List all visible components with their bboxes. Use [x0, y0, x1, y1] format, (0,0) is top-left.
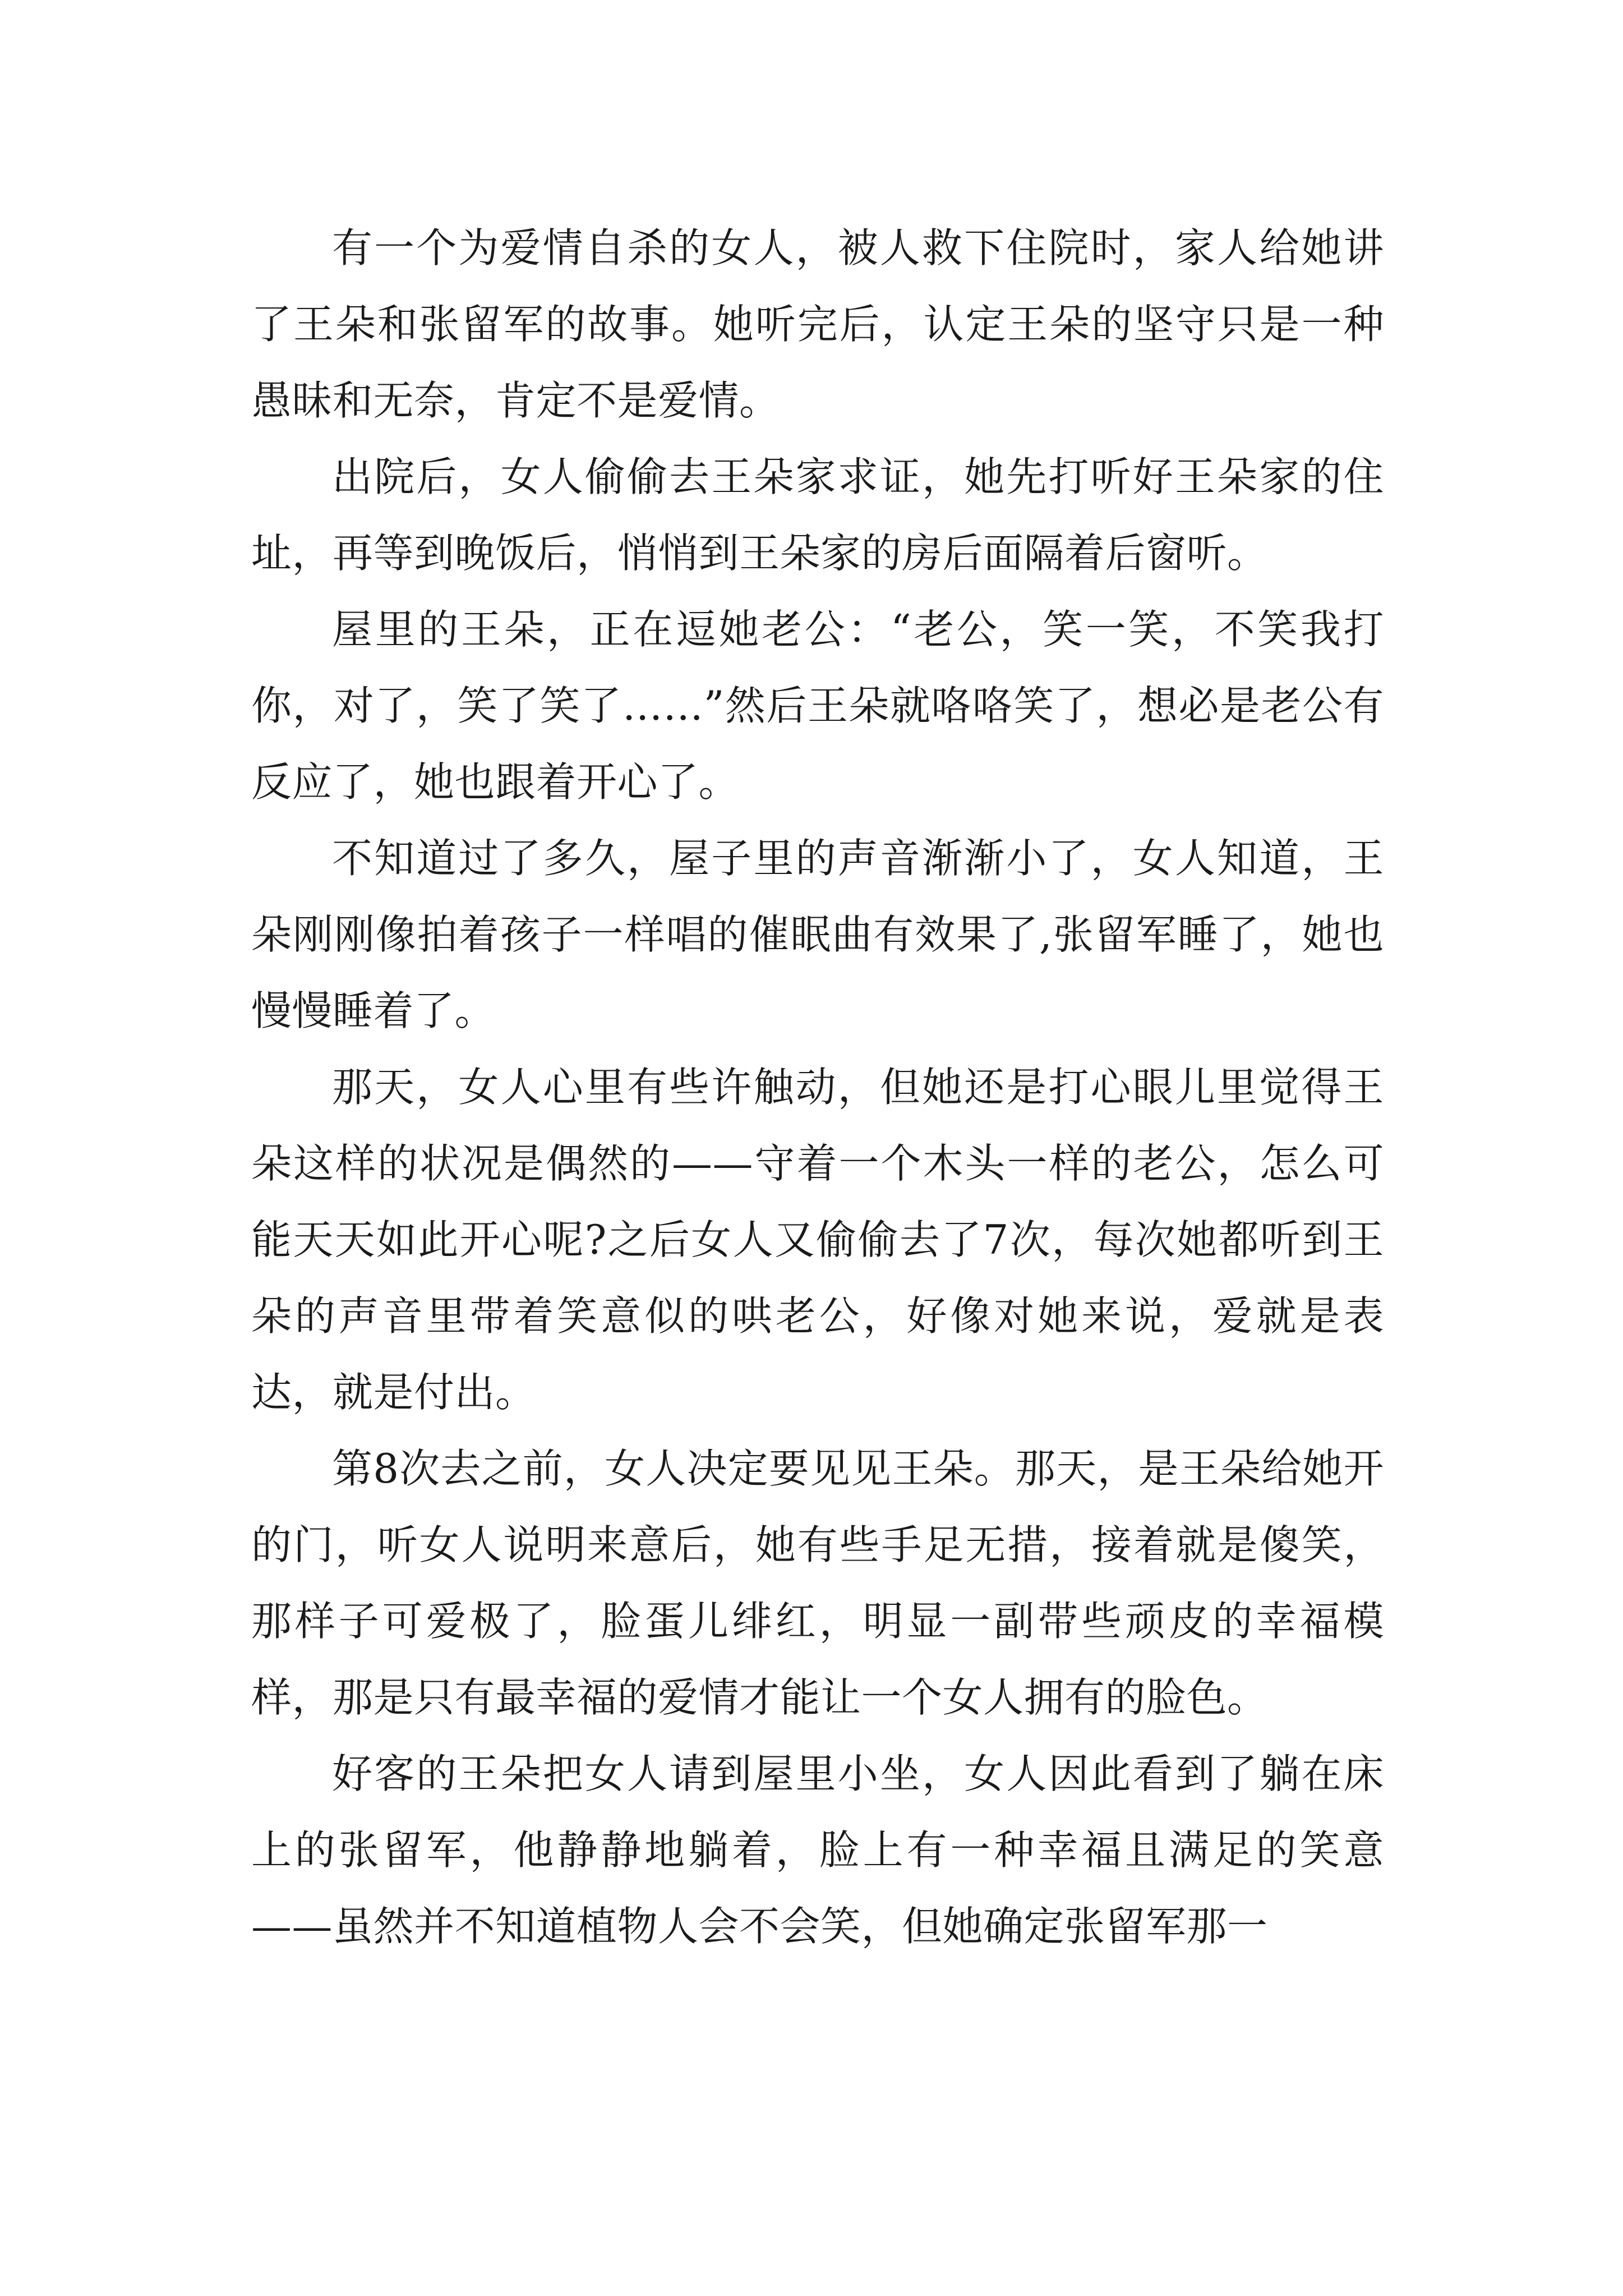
paragraph-3: 屋里的王朵，正在逗她老公：“老公，笑一笑，不笑我打你，对了，笑了笑了……”然后王朵就咯咯笑了，想必是老公有反应了，她也跟着开心了。 — [251, 606, 1384, 806]
paragraph-7: 好客的王朵把女人请到屋里小坐，女人因此看到了躺在床上的张留军，他静静地躺着，脸上有一种幸福且满足的笑意——虽然并不知道植物人会不会笑，但她确定张留军那一 — [251, 1750, 1384, 1950]
paragraph-4: 不知道过了多久，屋子里的声音渐渐小了，女人知道，王朵刚刚像拍着孩子一样唱的催眠曲有效果了,张留军睡了，她也慢慢睡着了。 — [251, 835, 1384, 1034]
paragraph-2: 出院后，女人偷偷去王朵家求证，她先打听好王朵家的住址，再等到晚饭后，悄悄到王朵家的房后面隔着后窗听。 — [251, 453, 1384, 577]
paragraph-1: 有一个为爱情自杀的女人，被人救下住院时，家人给她讲了王朵和张留军的故事。她听完后，认定王朵的坚守只是一种愚昧和无奈，肯定不是爱情。 — [251, 224, 1384, 424]
paragraph-6: 第8次去之前，女人决定要见见王朵。那天，是王朵给她开的门，听女人说明来意后，她有些手足无措，接着就是傻笑，那样子可爱极了，脸蛋儿绯红，明显一副带些顽皮的幸福模样，那是只有最幸福的爱情才能让一个女人拥有的脸色。 — [251, 1445, 1384, 1721]
paragraph-5: 那天，女人心里有些许触动，但她还是打心眼儿里觉得王朵这样的状况是偶然的——守着一个木头一样的老公，怎么可能天天如此开心呢?之后女人又偷偷去了7次，每次她都听到王朵的声音里带着笑意似的哄老公，好像对她来说，爱就是表达，就是付出。 — [251, 1064, 1384, 1416]
document-body — [251, 210, 1384, 1964]
